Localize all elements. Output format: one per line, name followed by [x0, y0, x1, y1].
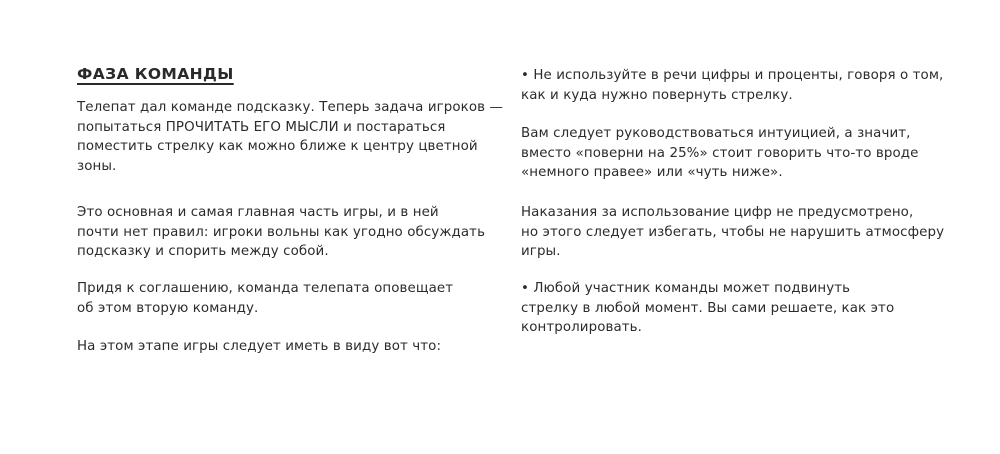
text-line: Это основная и самая главная часть игры, и в ней — [77, 205, 439, 220]
text-line: • Любой участник команды может подвинуть — [521, 281, 851, 296]
text-line: • Не используйте в речи цифры и проценты, говоря о том, — [521, 68, 944, 83]
text-line: но этого следует избегать, чтобы не нарушить атмосферу — [521, 224, 945, 240]
text-line: поместить стрелку как можно ближе к центру цветной — [77, 139, 478, 154]
text-line: «немного правее» или «чуть ниже». — [521, 165, 783, 180]
text-line: игры. — [521, 244, 561, 259]
section-heading: ФАЗА КОМАНДЫ — [77, 65, 234, 83]
text-line: Придя к соглашению, команда телепата оповещает — [77, 281, 454, 296]
text-line: зоны. — [77, 158, 117, 174]
text-line: На этом этапе игры следует иметь в виду вот что: — [77, 339, 442, 354]
text-line: Вам следует руководствоваться интуицией, а значит, — [521, 126, 911, 141]
paragraph-intuition — [521, 124, 919, 183]
text-line: об этом вторую команду. — [77, 300, 259, 316]
paragraph-no-penalty — [521, 203, 944, 262]
paragraph-keep-in-mind — [77, 337, 441, 357]
text-line: Наказания за использование цифр не предусмотрено, — [521, 205, 914, 220]
paragraph-agreement — [77, 279, 453, 318]
text-line: контролировать. — [521, 320, 643, 335]
paragraph-telepath-hint — [77, 98, 503, 176]
paragraph-no-numbers — [521, 66, 943, 105]
paragraph-main-part — [77, 203, 485, 262]
text-line: почти нет правил: игроки вольны как угодно обсуждать — [77, 224, 486, 240]
text-line: стрелку в любой момент. Вы сами решаете, как это — [521, 300, 895, 316]
text-line: подсказку и спорить между собой. — [77, 244, 329, 259]
paragraph-any-member — [521, 279, 894, 338]
text-line: вместо «поверни на 25%» стоит говорить что-то вроде — [521, 145, 919, 161]
text-line: Телепат дал команде подсказку. Теперь задача игроков — — [77, 100, 503, 115]
text-line: попытаться ПРОЧИТАТЬ ЕГО МЫСЛИ и постараться — [77, 119, 446, 135]
text-line: как и куда нужно повернуть стрелку. — [521, 87, 793, 103]
